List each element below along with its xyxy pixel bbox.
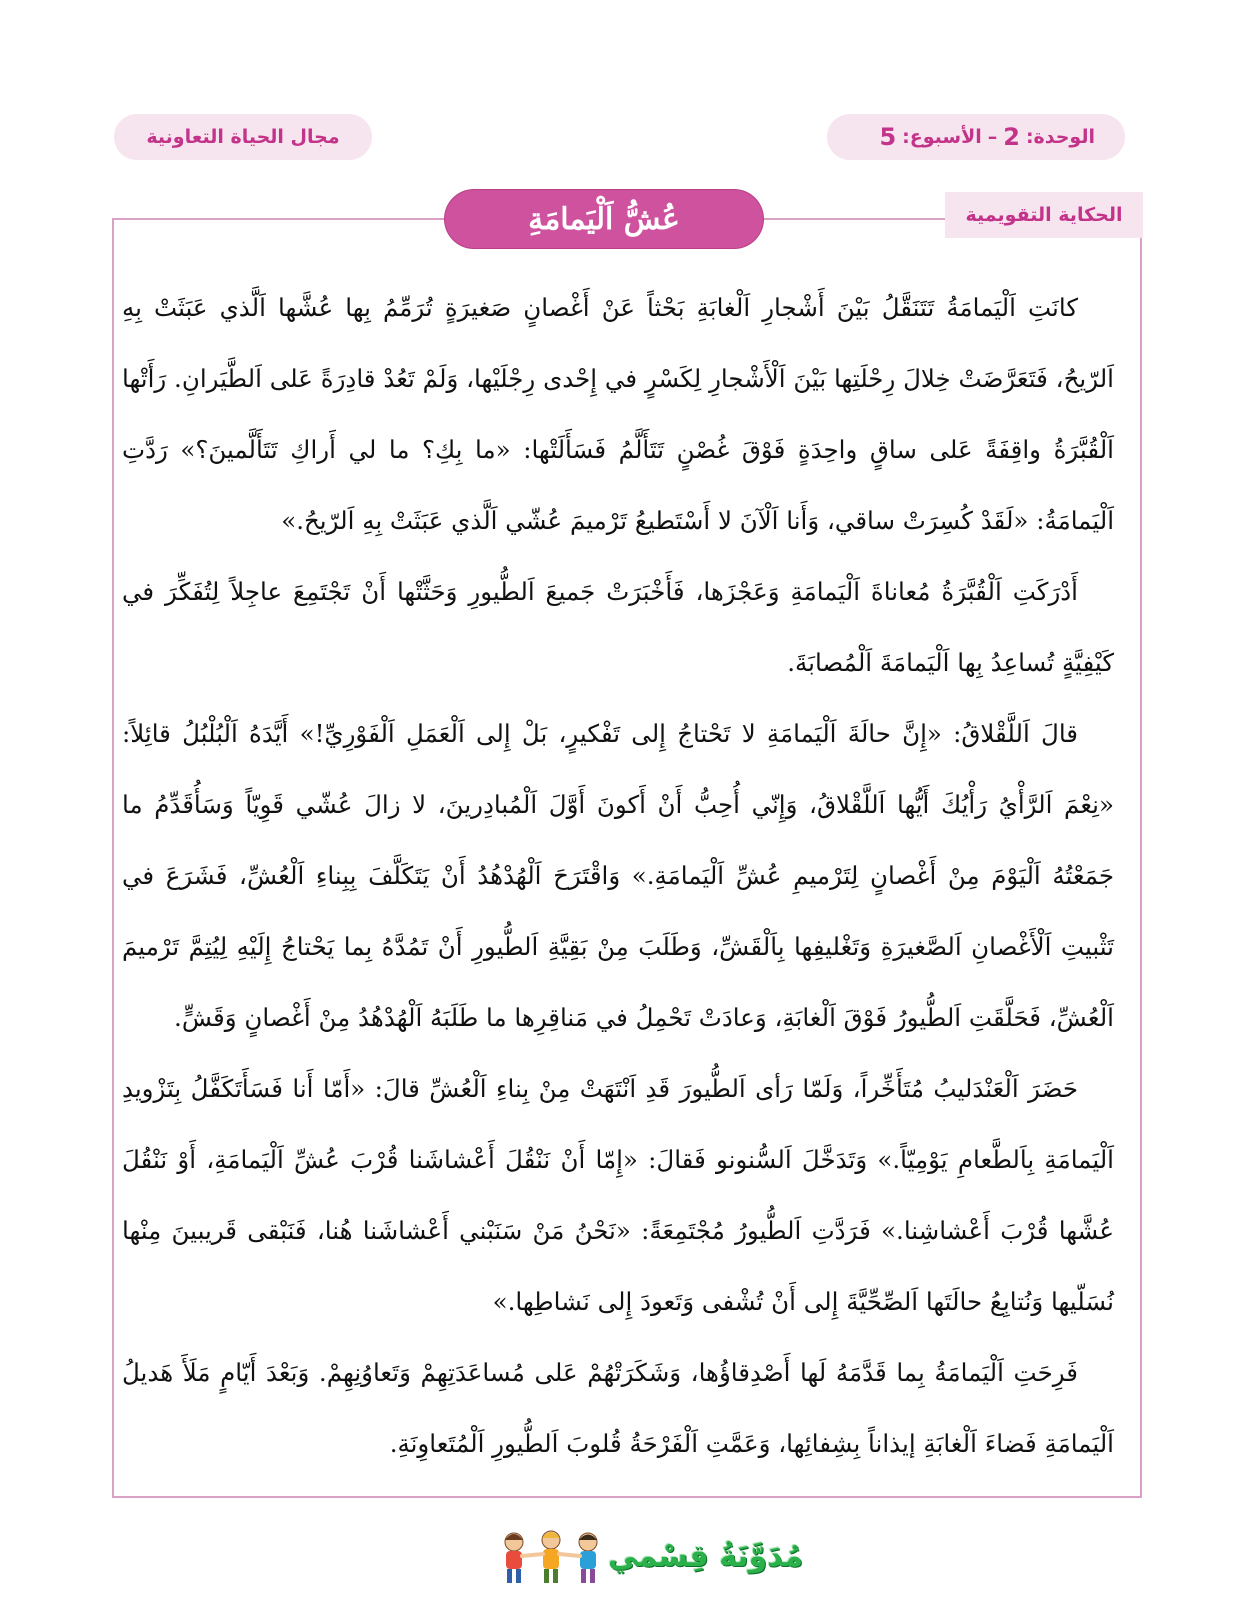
blog-logo [490, 1526, 803, 1586]
unit-number: 2 [1003, 123, 1020, 151]
children-illustration-icon [496, 1526, 608, 1586]
logo-text: مُدَوَّنَةُ قِسْمي [608, 1538, 804, 1574]
story-paragraph: حَضَرَ اَلْعَنْدَليبُ مُتَأَخِّراً، وَلَمّا رَأى اَلطُّيورَ قَدِ اَنْتَهَتْ مِنْ بِناءِ اَلْعُشِّ قالَ: «أَمّا أَنا فَسَأَتَكَفَّلُ بِتَزْويدِ اَلْيَمامَةِ بِاَلطَّعامِ يَوْمِيّاً.» وَتَدَخَّلَ اَلسُّنونو فَقالَ: «إِمّا أَنْ نَنْقُلَ أَعْشاشَنا قُرْبَ عُشِّ اَلْيَمامَةِ، أَوْ نَنْقُلَ عُشَّها قُرْبَ أَعْشاشِنا.» فَرَدَّتِ اَلطُّيورُ مُجْتَمِعَةً: «نَحْنُ مَنْ سَنَبْني أَعْشاشَنا هُنا، فَنَبْقى قَريبينَ مِنْها نُسَلّيها وَنُتابِعُ حالَتَها اَلصِّحِّيَّةَ إِلى أَنْ تُشْفى وَتَعودَ إِلى نَشاطِها.» [122, 1074, 1114, 1316]
story-paragraph: كانَتِ اَلْيَمامَةُ تَتَنَقَّلُ بَيْنَ أَشْجارِ اَلْغابَةِ بَحْثاً عَنْ أَغْصانٍ صَغيرَةٍ تُرَمِّمُ بِها عُشَّها اَلَّذي عَبَثَتْ بِهِ اَلرّيحُ، فَتَعَرَّضَتْ خِلالَ رِحْلَتِها بَيْنَ اَلْأَشْجارِ لِكَسْرٍ في إِحْدى رِجْلَيْها، وَلَمْ تَعُدْ قادِرَةً عَلى اَلطَّيَرانِ. رَأَتْها اَلْقُبَّرَةُ واقِفَةً عَلى ساقٍ واحِدَةٍ فَوْقَ غُصْنٍ تَتَأَلَّمُ فَسَأَلَتْها: «ما بِكِ؟ ما لي أَراكِ تَتَأَلَّمينَ؟» رَدَّتِ اَلْيَمامَةُ: «لَقَدْ كُسِرَتْ ساقي، وَأَنا اَلْآنَ لا أَسْتَطيعُ تَرْميمَ عُشّي اَلَّذي عَبَثَتْ بِهِ اَلرّيحُ.» [122, 293, 1114, 535]
section-tab: الحكاية التقويمية [945, 192, 1143, 238]
story-text [122, 272, 1114, 1479]
field-badge: مجال الحياة التعاونية [114, 114, 372, 160]
story-paragraph: أَدْرَكَتِ اَلْقُبَّرَةُ مُعاناةَ اَلْيَمامَةِ وَعَجْزَها، فَأَخْبَرَتْ جَميعَ اَلطُّيورِ وَحَثَّتْها أَنْ تَجْتَمِعَ عاجِلاً لِتُفَكِّرَ في كَيْفِيَّةٍ تُساعِدُ بِها اَلْيَمامَةَ اَلْمُصابَةَ. [122, 577, 1114, 677]
unit-dash: – [987, 126, 998, 148]
unit-week-badge [827, 114, 1125, 160]
week-label: الأسبوع: [902, 126, 982, 148]
unit-label: الوحدة: [1025, 126, 1095, 148]
story-paragraph: قالَ اَللَّقْلاقُ: «إِنَّ حالَةَ اَلْيَمامَةِ لا تَحْتاجُ إِلى تَفْكيرٍ، بَلْ إِلى اَلْعَمَلِ اَلْفَوْرِيِّ!» أَيَّدَهُ اَلْبُلْبُلُ قائِلاً: «نِعْمَ اَلرَّأْيُ رَأْيُكَ أَيُّها اَللَّقْلاقُ، وَإِنّي أُحِبُّ أَنْ أَكونَ أَوَّلَ اَلْمُبادِرينَ، لا زالَ عُشّي قَوِيّاً وَسَأُقَدِّمُ ما جَمَعْتُهُ اَلْيَوْمَ مِنْ أَغْصانٍ لِتَرْميمِ عُشِّ اَلْيَمامَةِ.» وَاقْتَرَحَ اَلْهُدْهُدُ أَنْ يَتَكَلَّفَ بِبِناءِ اَلْعُشِّ، فَشَرَعَ في تَثْبيتِ اَلْأَغْصانِ اَلصَّغيرَةِ وَتَغْليفِها بِاَلْقَشِّ، وَطَلَبَ مِنْ بَقِيَّةِ اَلطُّيورِ أَنْ تَمُدَّهُ بِما يَحْتاجُ إِلَيْهِ لِيُتِمَّ تَرْميمَ اَلْعُشِّ، فَحَلَّقَتِ اَلطُّيورُ فَوْقَ اَلْغابَةِ، وَعادَتْ تَحْمِلُ في مَناقِرِها ما طَلَبَهُ اَلْهُدْهُدُ مِنْ أَغْصانٍ وَقَشٍّ. [122, 719, 1114, 1032]
story-title: عُشُّ اَلْيَمامَةِ [445, 190, 763, 248]
story-paragraph: فَرِحَتِ اَلْيَمامَةُ بِما قَدَّمَهُ لَها أَصْدِقاؤُها، وَشَكَرَتْهُمْ عَلى مُساعَدَتِهِمْ وَتَعاوُنِهِمْ. وَبَعْدَ أَيّامٍ مَلَأَ هَديلُ اَلْيَمامَةِ فَضاءَ اَلْغابَةِ إيذاناً بِشِفائِها، وَعَمَّتِ اَلْفَرْحَةُ قُلوبَ اَلطُّيورِ اَلْمُتَعاوِنَةِ. [122, 1358, 1114, 1458]
week-number: 5 [879, 123, 897, 151]
